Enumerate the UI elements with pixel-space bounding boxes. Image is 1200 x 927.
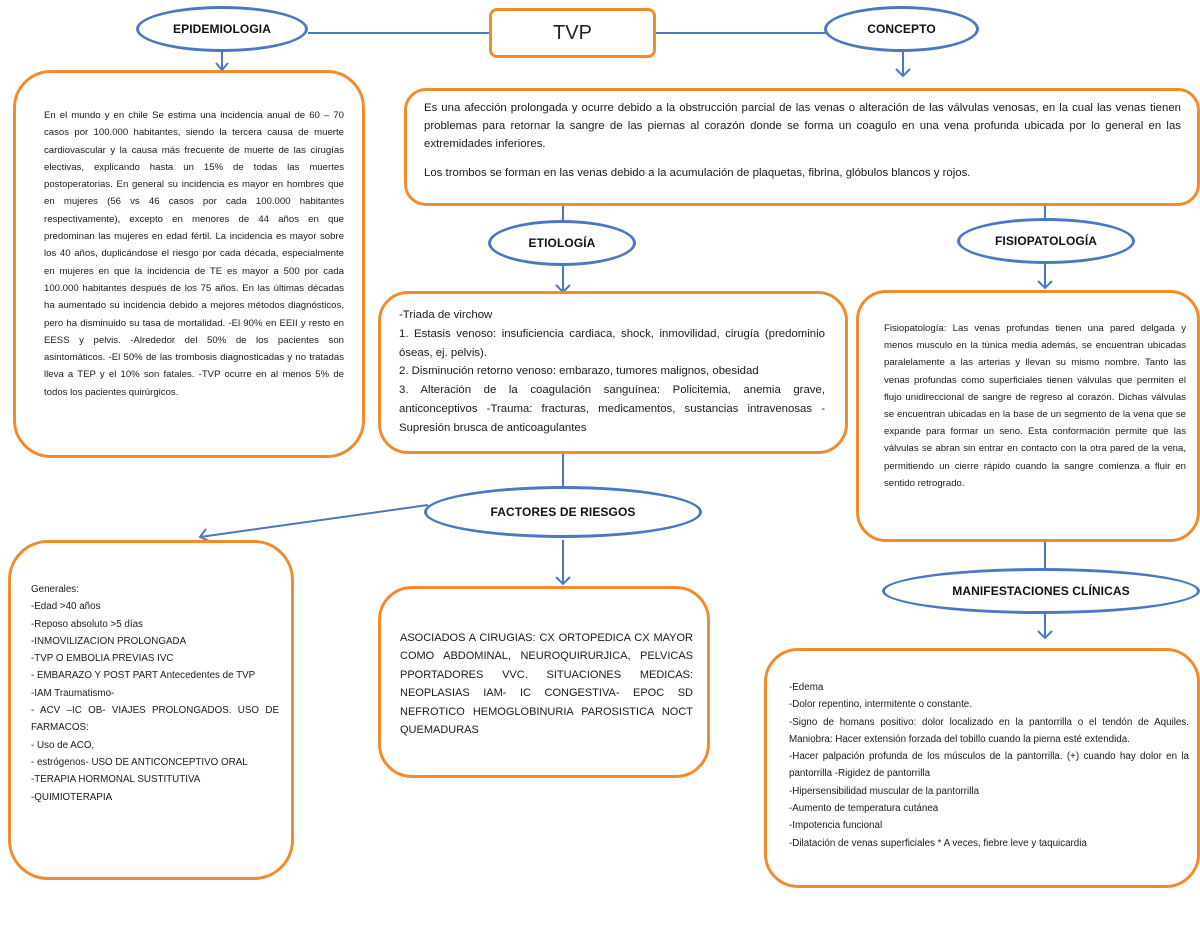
concepto-paragraph-1: Es una afección prolongada y ocurre debido a la obstrucción parcial de las venas o alteración de las válvulas venosas, en la cual las venas tienen problemas para retornar la sangre de las piernas al corazón donde se forma un coagulo en una vena profunda ubicada por lo general en las extremidades inferiores. [424, 102, 1181, 150]
arrow-epidemiologia [216, 50, 228, 70]
fisiopatologia-box [856, 290, 1200, 542]
manifestaciones-box [764, 648, 1200, 888]
asociados-text: ASOCIADOS A CIRUGIAS: CX ORTOPEDICA CX MAYOR COMO ABDOMINAL, NEUROQUIRURJICA, PELVICAS PPORTADORES VVC. SITUACIONES MEDICAS: NEOPLASIAS IAM- IC CONGESTIVA- EPOC SD NEFROTICO HEMOGLOBINURIA PAROSISTICA NOCT QUEMADURAS [400, 632, 693, 737]
fisiopatologia-text: Fisiopatología: Las venas profundas tienen una pared delgada y menos musculo en la túnica media además, se encuentran ubicadas paralelamente a las arterias y llevan su mismo nombre. Tanto las venas profundas como superficiales tienen válvulas que permiten el flujo unidireccional de sangre de regreso al corazón. Dichas válvulas se encuentran ubicadas en la base de un segmento de la vena que se expande para formar un seno. Esta conformación permite que las válvulas se abran sin entrar en contacto con la otra pared de la vena, permitiendo un cierre rápido cuando la sangre comienza a fluir en sentido retrogrado. [884, 323, 1186, 489]
epidemiologia-box [13, 70, 365, 458]
manifestaciones-line-2: -Dolor repentino, intermitente o constante. [789, 699, 972, 711]
page-title: TVP [553, 21, 592, 44]
manifestaciones-line-3: -Signo de homans positivo: dolor localizado en la pantorrilla o el tendón de Aquiles. Maniobra: Hacer extensión forzada del tobillo cuando la pierna esté extendida. [789, 716, 1189, 745]
factores-label: FACTORES DE RIESGOS [490, 505, 636, 519]
arrow-fisiopatologia [1038, 262, 1052, 288]
arrow-asociados [556, 540, 570, 584]
generales-line-4: -INMOVILIZACION PROLONGADA [31, 635, 187, 647]
generales-line-8: - ACV –IC OB- VIAJES PROLONGADOS. USO DE FARMACOS: [31, 705, 279, 734]
generales-line-12: -QUIMIOTERAPIA [31, 791, 113, 803]
manifestaciones-line-1: -Edema [789, 682, 824, 693]
arrow-generales [200, 505, 428, 541]
concepto-paragraph-2: Los trombos se forman en las venas debido a la acumulación de plaquetas, fibrina, glóbulos blancos y rojos. [424, 167, 971, 179]
epidemiologia-text: En el mundo y en chile Se estima una incidencia anual de 60 – 70 casos por 100.000 habitantes, siendo la tercera causa de muerte cardiovascular y la causa más frecuente de muerte de las cirugías electivas, explicando hasta un 15% de todas las muertes postoperatorias. En general su incidencia es mayor en hombres que en mujeres (56 vs 46 casos por cada 100.000 habitantes respectivamente), excepto en menores de 44 años en que predominan las mujeres en edad fértil. La incidencia es mayor sobre los 40 años, duplicándose el riesgo por cada década, especialmente en mujeres en que la incidencia de TE es mayor a 500 por cada 100.000 habitantes después de los 75 años. En las últimas décadas ha aumentado su incidencia debido a mejores métodos diagnósticos, pero ha disminuido su tasa de mortalidad. -El 90% en EEII y resto en EESS y pelvis. -Alrededor del 50% de los pacientes son asintomáticos. -El 50% de las trombosis diagnosticadas y no tratadas lleva a TEP y el 10% son fatales. -TVP ocurre en al menos 5% de todos los pacientes quirúrgicos. [44, 110, 344, 398]
generales-line-1: Generales: [31, 584, 79, 595]
arrow-etiologia [556, 262, 570, 292]
generales-line-7: -IAM Traumatismo- [31, 687, 115, 699]
generales-line-11: -TERAPIA HORMONAL SUSTITUTIVA [31, 774, 201, 786]
etiologia-line-1: -Triada de virchow [399, 309, 493, 321]
arrow-manifestaciones [1038, 612, 1052, 638]
concepto-label: CONCEPTO [867, 22, 936, 36]
manifestaciones-node [882, 568, 1200, 614]
generales-line-9: - Uso de ACO, [31, 739, 95, 751]
manifestaciones-label: MANIFESTACIONES CLÍNICAS [952, 584, 1130, 598]
epidemiologia-node [136, 6, 308, 52]
fisiopatologia-node [957, 218, 1135, 264]
etiologia-box [378, 291, 848, 454]
manifestaciones-line-6: -Aumento de temperatura cutánea [789, 803, 939, 815]
manifestaciones-line-4: -Hacer palpación profunda de los músculos de la pantorrilla. (+) cuando hay dolor en la pantorrilla -Rigidez de pantorrilla [789, 751, 1189, 780]
generales-line-3: -Reposo absoluto >5 días [31, 618, 143, 630]
generales-line-6: - EMBARAZO Y POST PART Antecedentes de TVP [31, 670, 256, 682]
etiologia-line-2: 1. Estasis venoso: insuficiencia cardiaca, shock, inmovilidad, cirugía (predominio óseas, ej. pelvis). [399, 327, 825, 359]
etiologia-line-3: 2. Disminución retorno venoso: embarazo, tumores malignos, obesidad [399, 365, 759, 378]
asociados-box [378, 586, 710, 778]
generales-line-5: -TVP O EMBOLIA PREVIAS IVC [31, 653, 174, 665]
factores-node [424, 486, 702, 538]
etiologia-node [488, 220, 636, 266]
etiologia-line-4: 3. Alteración de la coagulación sanguínea: Policitemia, anemia grave, anticonceptivos -Trauma: fracturas, medicamentos, sustancias intravenosas -Supresión brusca de anticoagulantes [399, 384, 825, 434]
manifestaciones-line-8: -Dilatación de venas superficiales * A veces, fiebre leve y taquicardia [789, 837, 1087, 849]
generales-box [8, 540, 294, 880]
concepto-box [404, 88, 1200, 206]
title-box [489, 8, 656, 58]
concepto-node [824, 6, 979, 52]
generales-line-10: - estrógenos- USO DE ANTICONCEPTIVO ORAL [31, 756, 248, 768]
etiologia-label: ETIOLOGÍA [528, 236, 596, 250]
manifestaciones-line-5: -Hipersensibilidad muscular de la pantorrilla [789, 785, 980, 797]
manifestaciones-line-7: -Impotencia funcional [789, 820, 883, 832]
arrow-concepto [896, 52, 910, 76]
generales-line-2: -Edad >40 años [31, 601, 101, 613]
fisiopatologia-label: FISIOPATOLOGÍA [994, 234, 1098, 248]
epidemiologia-label: EPIDEMIOLOGIA [173, 22, 271, 36]
